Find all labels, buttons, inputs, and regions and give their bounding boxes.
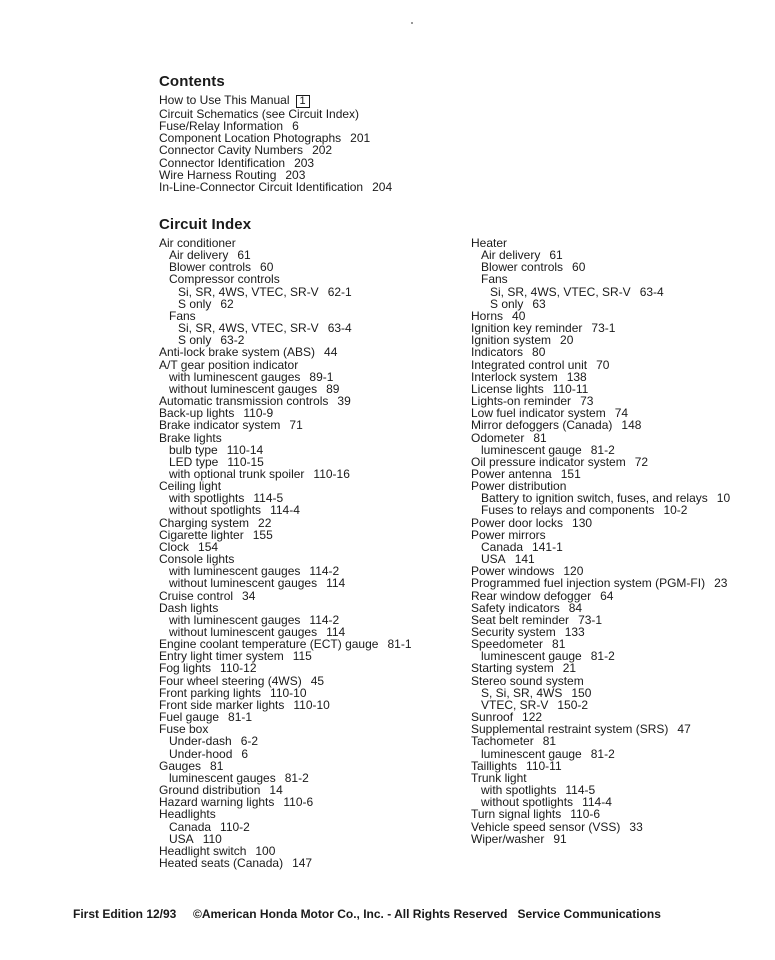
- index-entry-label: Power antenna: [471, 466, 552, 481]
- index-entry-page: 110-9: [243, 406, 274, 421]
- index-entry-page: 122: [522, 710, 543, 725]
- index-entry-page: 147: [292, 855, 313, 870]
- index-entry: [471, 261, 730, 273]
- index-entry-label: Security system: [471, 625, 556, 639]
- index-entry-page: 114: [326, 576, 346, 591]
- index-entry-page: 80: [532, 345, 546, 360]
- index-entry-page: 23: [714, 576, 728, 591]
- index-entry-label: LED type: [169, 454, 219, 469]
- index-entry-label: Si, SR, 4WS, VTEC, SR-V: [178, 321, 319, 336]
- index-entry-page: 73-1: [591, 321, 616, 336]
- index-entry-label: luminescent gauge: [481, 649, 582, 664]
- index-entry-label: Brake indicator system: [159, 418, 281, 433]
- index-entry-page: 45: [310, 673, 325, 688]
- index-entry-label: USA: [169, 831, 194, 846]
- index-entry-page: 63-2: [220, 333, 245, 348]
- index-entry-label: Programmed fuel injection system (PGM-FI): [471, 576, 706, 591]
- index-entry-page: 110-15: [227, 454, 264, 469]
- index-entry-page: 148: [621, 418, 642, 433]
- index-entry-page: 61: [237, 248, 251, 263]
- index-entry-page: 133: [564, 625, 585, 639]
- index-entry-label: Integrated control unit: [471, 357, 588, 372]
- index-entry-label: with luminescent gauges: [169, 612, 301, 627]
- index-entry-page: 6-2: [240, 734, 259, 749]
- index-entry: [159, 821, 412, 833]
- index-entry-label: Supplemental restraint system (SRS): [471, 722, 669, 737]
- index-entry-label: Power door locks: [471, 515, 564, 530]
- index-entry-label: with luminescent gauges: [169, 369, 301, 384]
- index-entry-label: Starting system: [471, 661, 554, 676]
- index-entry-page: 114-5: [565, 783, 596, 798]
- page-footer: [73, 907, 661, 921]
- index-entry-label: without luminescent gauges: [169, 576, 318, 591]
- index-entry-page: 63: [532, 296, 546, 311]
- index-entry-label: S only: [178, 333, 212, 348]
- index-entry-page: 33: [629, 819, 643, 834]
- index-entry-label: Lights-on reminder: [471, 394, 572, 409]
- index-entry-page: 64: [600, 588, 614, 603]
- edition: First Edition 12/93: [73, 907, 177, 921]
- index-entry-label: Front parking lights: [159, 685, 262, 700]
- index-entry-page: 61: [549, 248, 563, 263]
- index-entry-label: VTEC, SR-V: [481, 697, 549, 712]
- index-entry-page: 84: [568, 600, 583, 615]
- index-entry-label: Anti-lock brake system (ABS): [159, 345, 316, 360]
- index-entry-label: with spotlights: [481, 783, 557, 798]
- index-entry-page: 73: [580, 394, 594, 409]
- index-entry-label: S only: [178, 296, 212, 311]
- index-entry-page: 44: [324, 345, 338, 360]
- index-entry: [471, 541, 730, 553]
- index-entry-page: 110-14: [226, 442, 264, 457]
- index-entry-page: 22: [258, 515, 272, 530]
- index-entry-label: with spotlights: [169, 491, 245, 506]
- index-entry-label: Canada: [169, 819, 212, 834]
- index-entry-label: Speedometer: [471, 637, 544, 652]
- index-column-left: [159, 237, 412, 869]
- index-entry-label: Compressor controls: [169, 272, 280, 287]
- index-entry-page: 74: [614, 406, 629, 421]
- index-entry-label: Under-hood: [169, 746, 233, 761]
- index-entry-page: 154: [198, 539, 219, 554]
- index-entry-label: Tachometer: [471, 734, 534, 749]
- index-entry-page: 10-2: [663, 503, 688, 518]
- index-entry-label: without luminescent gauges: [169, 625, 318, 639]
- index-entry-page: 114-2: [309, 564, 340, 579]
- index-entry-label: Fans: [481, 272, 508, 287]
- index-entry-page: 110-6: [570, 807, 601, 822]
- index-entry-label: Turn signal lights: [471, 807, 562, 822]
- index-entry-label: Four wheel steering (4WS): [159, 673, 302, 688]
- index-entry-page: 60: [572, 260, 586, 275]
- index-entry-label: Fuses to relays and components: [481, 503, 655, 518]
- index-entry-label: Safety indicators: [471, 600, 560, 615]
- index-entry-page: 110-12: [220, 661, 257, 676]
- index-entry-label: Ceiling light: [159, 479, 222, 494]
- index-entry-page: 141-1: [532, 539, 563, 554]
- index-entry-label: Low fuel indicator system: [471, 406, 606, 421]
- index-entry-page: 110-10: [293, 697, 330, 712]
- index-entry-page: 81-2: [590, 746, 615, 761]
- index-entry-page: 81: [210, 758, 224, 773]
- contents-item: In-Line-Connector Circuit Identification 204: [159, 179, 393, 194]
- index-entry-label: Blower controls: [481, 260, 564, 275]
- index-entry-label: Air delivery: [169, 248, 229, 263]
- index-entry-label: Odometer: [471, 430, 525, 445]
- index-entry-label: Oil pressure indicator system: [471, 454, 626, 469]
- index-entry-label: Air delivery: [481, 248, 541, 263]
- circuit-index-heading: Circuit Index: [159, 216, 252, 233]
- index-entry-label: Trunk light: [471, 770, 527, 785]
- index-entry-page: 14: [269, 783, 283, 798]
- index-entry-label: Power distribution: [471, 479, 567, 494]
- index-entry-label: Fuse box: [159, 722, 209, 737]
- index-entry-label: luminescent gauge: [481, 746, 582, 761]
- index-entry-page: 114: [326, 625, 346, 639]
- contents-item: Circuit Schematics (see Circuit Index): [159, 107, 360, 121]
- index-entry-label: Cruise control: [159, 588, 234, 603]
- index-entry-label: USA: [481, 552, 506, 567]
- index-entry-label: Power windows: [471, 564, 555, 579]
- index-entry-page: 100: [255, 843, 276, 858]
- index-entry-label: Mirror defoggers (Canada): [471, 418, 613, 433]
- contents-item: Component Location Photographs 201: [159, 131, 371, 146]
- index-entry-label: S only: [490, 296, 524, 311]
- page-box: 1: [296, 95, 310, 108]
- index-entry-page: 141: [514, 552, 535, 567]
- index-entry-page: 110-6: [283, 795, 314, 810]
- index-entry-page: 114-4: [270, 503, 300, 518]
- index-entry-page: 110-16: [313, 466, 350, 481]
- index-entry-label: Ground distribution: [159, 783, 261, 798]
- index-entry-label: Front side marker lights: [159, 697, 285, 712]
- index-entry-label: Rear window defogger: [471, 588, 592, 603]
- index-entry-label: Power mirrors: [471, 527, 546, 542]
- index-entry-page: 150-2: [557, 697, 589, 712]
- index-entry-page: 81-2: [590, 649, 615, 664]
- index-entry: [471, 298, 730, 310]
- index-entry-page: 34: [242, 588, 256, 603]
- index-entry-label: Automatic transmission controls: [159, 394, 329, 409]
- index-entry-label: without spotlights: [169, 503, 262, 518]
- index-entry-label: Dash lights: [159, 600, 219, 615]
- index-entry-label: with optional trunk spoiler: [169, 466, 305, 481]
- index-entry: [159, 529, 412, 541]
- index-entry-label: Vehicle speed sensor (VSS): [471, 819, 621, 834]
- index-entry-label: Fog lights: [159, 661, 212, 676]
- index-entry-label: Air conditioner: [159, 236, 236, 250]
- index-entry-page: 63-4: [327, 321, 352, 336]
- scan-speck: [411, 22, 413, 24]
- index-entry-page: 81-1: [387, 637, 412, 652]
- index-entry-label: luminescent gauges: [169, 770, 276, 785]
- index-entry-label: Entry light timer system: [159, 649, 284, 664]
- index-entry-page: 114-2: [309, 612, 340, 627]
- index-entry-label: Canada: [481, 539, 524, 554]
- index-entry-page: 91: [553, 831, 567, 846]
- copyright: ©American Honda Motor Co., Inc. - All Rights Reserved: [193, 907, 508, 921]
- index-entry-page: 138: [566, 369, 587, 384]
- index-entry-page: 114-4: [582, 795, 612, 810]
- index-entry-page: 39: [337, 394, 351, 409]
- index-entry-page: 10: [716, 491, 731, 506]
- index-entry-label: Interlock system: [471, 369, 558, 384]
- index-entry-label: Headlights: [159, 807, 216, 822]
- index-entry-label: A/T gear position indicator: [159, 357, 299, 372]
- index-entry-label: Blower controls: [169, 260, 252, 275]
- index-entry-label: Ignition key reminder: [471, 321, 583, 336]
- index-entry-page: 47: [677, 722, 691, 737]
- index-entry-label: Headlight switch: [159, 843, 247, 858]
- index-entry-label: Seat belt reminder: [471, 612, 570, 627]
- index-entry-label: luminescent gauge: [481, 442, 582, 457]
- index-entry-page: 62: [220, 296, 234, 311]
- contents-heading: Contents: [159, 73, 225, 90]
- contents-item: Fuse/Relay Information 6: [159, 119, 299, 134]
- index-entry-page: 89: [326, 381, 340, 396]
- index-entry-page: 110-11: [552, 381, 589, 396]
- index-entry-page: 155: [252, 527, 273, 542]
- index-entry-label: without luminescent gauges: [169, 381, 318, 396]
- index-entry-label: Wiper/washer: [471, 831, 545, 846]
- index-entry-page: 72: [634, 454, 649, 469]
- contents-list: [159, 94, 392, 193]
- contents-item: Connector Identification 203: [159, 155, 315, 170]
- index-entry-page: 20: [560, 333, 574, 348]
- index-entry-label: Si, SR, 4WS, VTEC, SR-V: [490, 284, 631, 299]
- department: Service Communications: [517, 907, 661, 921]
- index-entry-page: 81-2: [284, 770, 309, 785]
- index-entry-page: 81: [542, 734, 557, 749]
- index-entry-label: Fans: [169, 308, 196, 323]
- index-entry-label: with luminescent gauges: [169, 564, 301, 579]
- index-entry-page: 81: [552, 637, 566, 652]
- index-entry-page: 73-1: [578, 612, 603, 627]
- index-entry: [471, 833, 730, 845]
- index-entry-label: Console lights: [159, 552, 235, 567]
- index-entry-label: Fuel gauge: [159, 710, 220, 725]
- index-entry-label: Engine coolant temperature (ECT) gauge: [159, 637, 379, 652]
- index-entry-label: Heater: [471, 236, 508, 250]
- index-entry-page: 110-10: [270, 685, 307, 700]
- index-entry-label: Battery to ignition switch, fuses, and relays: [481, 491, 708, 506]
- index-entry-label: Back-up lights: [159, 406, 235, 421]
- index-entry-label: Indicators: [471, 345, 524, 360]
- index-entry-label: Cigarette lighter: [159, 527, 244, 542]
- index-entry-page: 150: [571, 685, 592, 700]
- index-entry-page: 110: [202, 831, 222, 846]
- index-entry-page: 62-1: [327, 284, 352, 299]
- index-entry-label: Gauges: [159, 758, 202, 773]
- index-entry-page: 115: [292, 649, 312, 664]
- index-entry-label: Clock: [159, 539, 190, 554]
- index-entry-label: Stereo sound system: [471, 673, 584, 688]
- index-entry-label: bulb type: [169, 442, 218, 457]
- index-entry-label: Horns: [471, 308, 504, 323]
- index-entry-label: Si, SR, 4WS, VTEC, SR-V: [178, 284, 319, 299]
- index-entry-label: Charging system: [159, 515, 250, 530]
- index-entry-label: Brake lights: [159, 430, 222, 445]
- index-entry-page: 120: [563, 564, 584, 579]
- index-entry-label: without spotlights: [481, 795, 574, 810]
- contents-item: How to Use This Manual 1: [159, 94, 392, 108]
- index-entry-label: Ignition system: [471, 333, 552, 348]
- index-entry-page: 130: [572, 515, 593, 530]
- index-entry-page: 70: [596, 357, 610, 372]
- index-entry-page: 110-2: [220, 819, 250, 834]
- index-entry-page: 21: [562, 661, 577, 676]
- index-entry-page: 114-5: [253, 491, 284, 506]
- index-entry-page: 60: [260, 260, 274, 275]
- index-column-right: [471, 237, 730, 845]
- index-entry-page: 63-4: [639, 284, 664, 299]
- index-entry-page: 151: [560, 466, 581, 481]
- index-entry-label: Sunroof: [471, 710, 514, 725]
- index-entry-page: 81-2: [590, 442, 615, 457]
- index-entry-label: Taillights: [471, 758, 518, 773]
- index-entry-page: 89-1: [309, 369, 334, 384]
- index-entry-label: S, Si, SR, 4WS: [481, 685, 563, 700]
- index-entry-label: Under-dash: [169, 734, 232, 749]
- index-entry-page: 6: [241, 746, 249, 761]
- index-entry-page: 40: [512, 308, 526, 323]
- index-entry-page: 81: [533, 430, 547, 445]
- index-entry-label: License lights: [471, 381, 544, 396]
- index-entry-page: 81-1: [228, 710, 253, 725]
- index-entry-label: Hazard warning lights: [159, 795, 275, 810]
- index-entry-page: 110-11: [526, 758, 562, 773]
- index-entry-label: Heated seats (Canada): [159, 855, 284, 870]
- index-entry-page: 71: [289, 418, 303, 433]
- contents-item: Wire Harness Routing 203: [159, 167, 306, 182]
- index-entry: [159, 857, 412, 869]
- index-entry: [159, 298, 412, 310]
- contents-item: Connector Cavity Numbers 202: [159, 143, 333, 158]
